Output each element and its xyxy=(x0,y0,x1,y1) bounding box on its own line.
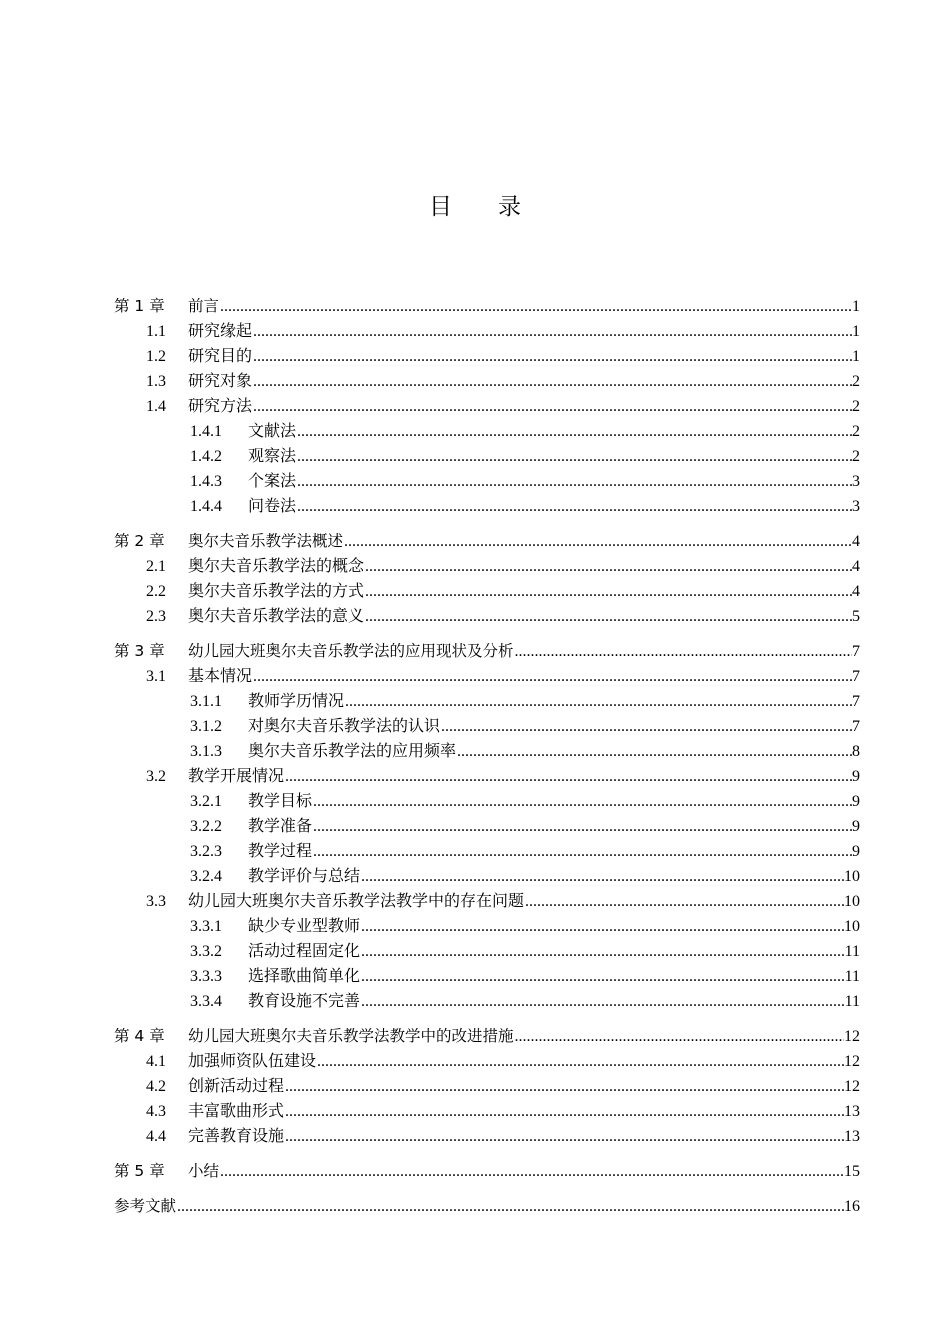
toc-dot-leader xyxy=(361,989,845,1014)
toc-page-number: 1 xyxy=(852,298,860,315)
toc-entry-line xyxy=(188,369,860,394)
toc-entry-title: 创新活动过程 xyxy=(188,1078,285,1095)
toc-entry-number: 3.2.2 xyxy=(190,818,222,835)
toc-entry-line xyxy=(188,639,860,664)
toc-dot-leader xyxy=(515,639,852,664)
toc-entry-title: 研究缘起 xyxy=(188,323,253,340)
toc-entry-number: 2.2 xyxy=(146,583,166,600)
toc-entry-number: 3.2.1 xyxy=(190,793,222,810)
toc-section-entry[interactable] xyxy=(114,1124,860,1149)
toc-page-number: 9 xyxy=(852,768,860,785)
toc-dot-leader xyxy=(285,1099,844,1124)
toc-entry-line xyxy=(188,889,860,914)
toc-subsection-entry[interactable] xyxy=(114,739,860,764)
toc-subsection-entry[interactable] xyxy=(114,689,860,714)
toc-page-number: 9 xyxy=(852,818,860,835)
toc-entry-title: 奥尔夫音乐教学法的意义 xyxy=(188,608,365,625)
toc-entry-title: 奥尔夫音乐教学法的概念 xyxy=(188,558,365,575)
toc-entry-line xyxy=(248,739,860,764)
toc-entry-number: 1.4.3 xyxy=(190,473,222,490)
toc-entry-line xyxy=(114,1194,860,1219)
toc-title xyxy=(0,188,950,221)
toc-subsection-entry[interactable] xyxy=(114,839,860,864)
toc-dot-leader xyxy=(361,964,845,989)
toc-dot-leader xyxy=(220,1159,844,1184)
toc-entry-number: 1.4.1 xyxy=(190,423,222,440)
toc-entry-line xyxy=(188,529,860,554)
toc-entry-line xyxy=(248,939,860,964)
toc-subsection-entry[interactable] xyxy=(114,964,860,989)
toc-page-number: 11 xyxy=(844,943,860,960)
toc-entry-number: 4.2 xyxy=(146,1078,166,1095)
toc-entry-number: 3.1.1 xyxy=(190,693,222,710)
toc-dot-leader xyxy=(297,494,852,519)
toc-subsection-entry[interactable] xyxy=(114,864,860,889)
toc-page-number: 3 xyxy=(852,473,860,490)
toc-section-entry[interactable] xyxy=(114,604,860,629)
toc-subsection-entry[interactable] xyxy=(114,814,860,839)
toc-entry-number: 第 1 章 xyxy=(114,297,165,315)
toc-page-number: 7 xyxy=(852,643,860,660)
toc-entry-number: 1.4 xyxy=(146,398,166,415)
toc-entry-title: 加强师资队伍建设 xyxy=(188,1053,317,1070)
toc-page-number: 4 xyxy=(852,583,860,600)
toc-entry-line xyxy=(188,294,860,319)
toc-entry-title: 幼儿园大班奥尔夫音乐教学法教学中的存在问题 xyxy=(188,893,525,910)
toc-entry-title: 选择歌曲简单化 xyxy=(248,968,361,985)
toc-subsection-entry[interactable] xyxy=(114,469,860,494)
toc-entry-line xyxy=(188,1049,860,1074)
toc-entry-number: 1.3 xyxy=(146,373,166,390)
toc-entry-title: 基本情况 xyxy=(188,668,253,685)
toc-dot-leader xyxy=(220,294,852,319)
toc-dot-leader xyxy=(361,864,844,889)
toc-page-number: 8 xyxy=(852,743,860,760)
toc-page-number: 10 xyxy=(844,893,860,910)
toc-page-number: 11 xyxy=(844,993,860,1010)
toc-dot-leader xyxy=(285,1124,844,1149)
toc-entry-line xyxy=(248,864,860,889)
toc-chapter-entry[interactable] xyxy=(114,294,860,319)
toc-entry-title: 奥尔夫音乐教学法的方式 xyxy=(188,583,365,600)
toc-entry-line xyxy=(248,444,860,469)
toc-chapter-entry[interactable] xyxy=(114,1024,860,1049)
toc-entry-line xyxy=(248,839,860,864)
toc-dot-leader xyxy=(253,394,852,419)
toc-entry-number: 第 2 章 xyxy=(114,532,165,550)
toc-entry-line xyxy=(188,394,860,419)
toc-entry-title: 缺少专业型教师 xyxy=(248,918,361,935)
toc-subsection-entry[interactable] xyxy=(114,444,860,469)
toc-entry-title: 教学开展情况 xyxy=(188,768,285,785)
toc-entry-title: 奥尔夫音乐教学法概述 xyxy=(188,532,344,550)
toc-entry-line xyxy=(188,1099,860,1124)
toc-entry-line xyxy=(248,689,860,714)
toc-page-number: 10 xyxy=(844,918,860,935)
toc-section-entry[interactable] xyxy=(114,664,860,689)
toc-page-number: 9 xyxy=(852,793,860,810)
toc-entry-line xyxy=(248,814,860,839)
toc-page-number: 10 xyxy=(844,868,860,885)
toc-section-entry[interactable] xyxy=(114,764,860,789)
toc-entry-number: 3.3.1 xyxy=(190,918,222,935)
toc-dot-leader xyxy=(253,664,852,689)
toc-section-entry[interactable] xyxy=(114,579,860,604)
toc-dot-leader xyxy=(313,789,852,814)
toc-dot-leader xyxy=(253,319,852,344)
toc-dot-leader xyxy=(441,714,852,739)
toc-entry-title: 教学目标 xyxy=(248,793,313,810)
toc-entry-title: 教学准备 xyxy=(248,818,313,835)
toc-entry-title: 参考文献 xyxy=(114,1197,177,1215)
toc-page-number: 2 xyxy=(852,423,860,440)
toc-section-entry[interactable] xyxy=(114,319,860,344)
toc-section-entry[interactable] xyxy=(114,1049,860,1074)
toc-dot-leader xyxy=(345,689,852,714)
toc-entry-title: 个案法 xyxy=(248,473,297,490)
toc-page-number: 9 xyxy=(852,843,860,860)
toc-dot-leader xyxy=(317,1049,844,1074)
toc-entry-line xyxy=(248,789,860,814)
toc-entry-number: 3.2.4 xyxy=(190,868,222,885)
toc-entry-title: 问卷法 xyxy=(248,498,297,515)
toc-entry-number: 3.1.2 xyxy=(190,718,222,735)
toc-entry-title: 对奥尔夫音乐教学法的认识 xyxy=(248,718,441,735)
toc-entry-number: 1.1 xyxy=(146,323,166,340)
toc-entry-title: 教学过程 xyxy=(248,843,313,860)
toc-subsection-entry[interactable] xyxy=(114,989,860,1014)
toc-entry-title: 幼儿园大班奥尔夫音乐教学法教学中的改进措施 xyxy=(188,1027,514,1045)
toc-dot-leader xyxy=(515,1024,844,1049)
toc-page-number: 16 xyxy=(844,1198,860,1215)
toc-section-entry[interactable] xyxy=(114,369,860,394)
toc-section-entry[interactable] xyxy=(114,1074,860,1099)
toc-page-number: 7 xyxy=(852,718,860,735)
toc-page-number: 13 xyxy=(844,1128,860,1145)
toc-dot-leader xyxy=(313,814,852,839)
toc-page-number: 2 xyxy=(852,373,860,390)
toc-subsection-entry[interactable] xyxy=(114,789,860,814)
toc-section-entry[interactable] xyxy=(114,889,860,914)
toc-entry-number: 3.1.3 xyxy=(190,743,222,760)
toc-dot-leader xyxy=(285,1074,844,1099)
toc-title-right: 录 xyxy=(498,194,521,219)
toc-entry-title: 教师学历情况 xyxy=(248,693,345,710)
toc-entry-line xyxy=(188,1024,860,1049)
toc-entry-line xyxy=(188,1074,860,1099)
toc-entry-line xyxy=(248,469,860,494)
toc-dot-leader xyxy=(365,604,852,629)
toc-dot-leader xyxy=(365,579,852,604)
toc-entry-title: 观察法 xyxy=(248,448,297,465)
toc-entry-title: 研究方法 xyxy=(188,398,253,415)
toc-entry-title: 前言 xyxy=(188,297,220,315)
toc-entry-title: 幼儿园大班奥尔夫音乐教学法的应用现状及分析 xyxy=(188,642,514,660)
toc-section-entry[interactable] xyxy=(114,554,860,579)
toc-entry-line xyxy=(248,714,860,739)
toc-entry-title: 小结 xyxy=(188,1162,220,1180)
toc-entry-number: 1.2 xyxy=(146,348,166,365)
toc-chapter-entry[interactable] xyxy=(114,1194,860,1219)
toc-entry-line xyxy=(188,604,860,629)
toc-subsection-entry[interactable] xyxy=(114,714,860,739)
toc-entry-number: 第 3 章 xyxy=(114,642,165,660)
toc-entry-number: 第 4 章 xyxy=(114,1027,165,1045)
toc-entry-line xyxy=(248,989,860,1014)
toc-entry-line xyxy=(188,319,860,344)
toc-title-left: 目 xyxy=(429,194,452,219)
toc-entry-number: 2.1 xyxy=(146,558,166,575)
toc-page-number: 2 xyxy=(852,398,860,415)
toc-entry-number: 3.3.4 xyxy=(190,993,222,1010)
toc-page-number: 1 xyxy=(852,323,860,340)
toc-page-number: 11 xyxy=(844,968,860,985)
toc-dot-leader xyxy=(297,469,852,494)
toc-entry-title: 研究目的 xyxy=(188,348,253,365)
toc-page-number: 15 xyxy=(844,1163,860,1180)
toc-entry-line xyxy=(188,1124,860,1149)
toc-dot-leader xyxy=(313,839,852,864)
toc-dot-leader xyxy=(285,764,852,789)
toc-entry-line xyxy=(188,764,860,789)
toc-dot-leader xyxy=(253,344,852,369)
toc-dot-leader xyxy=(297,444,852,469)
toc-entry-number: 1.4.4 xyxy=(190,498,222,515)
toc-entry-number: 3.1 xyxy=(146,668,166,685)
toc-subsection-entry[interactable] xyxy=(114,494,860,519)
toc-page-number: 7 xyxy=(852,693,860,710)
toc-entry-title: 研究对象 xyxy=(188,373,253,390)
toc-entry-line xyxy=(248,964,860,989)
toc-subsection-entry[interactable] xyxy=(114,419,860,444)
toc-entry-line xyxy=(188,344,860,369)
toc-entry-number: 3.3 xyxy=(146,893,166,910)
toc-entry-number: 4.3 xyxy=(146,1103,166,1120)
toc-dot-leader xyxy=(361,914,844,939)
toc-dot-leader xyxy=(253,369,852,394)
toc-page-number: 7 xyxy=(852,668,860,685)
toc-page-number: 13 xyxy=(844,1103,860,1120)
toc-entry-line xyxy=(248,419,860,444)
toc-section-entry[interactable] xyxy=(114,394,860,419)
toc-entry-title: 教育设施不完善 xyxy=(248,993,361,1010)
toc-entry-title: 活动过程固定化 xyxy=(248,943,361,960)
toc-page-number: 3 xyxy=(852,498,860,515)
toc-entry-number: 3.2 xyxy=(146,768,166,785)
toc-entry-title: 完善教育设施 xyxy=(188,1128,285,1145)
toc-entry-number: 1.4.2 xyxy=(190,448,222,465)
toc-page-number: 12 xyxy=(844,1028,860,1045)
toc-entry-title: 奥尔夫音乐教学法的应用频率 xyxy=(248,743,457,760)
toc-entry-number: 2.3 xyxy=(146,608,166,625)
toc-dot-leader xyxy=(457,739,852,764)
toc-page-number: 1 xyxy=(852,348,860,365)
toc-entry-line xyxy=(248,494,860,519)
toc-page-number: 5 xyxy=(852,608,860,625)
toc-entry-number: 第 5 章 xyxy=(114,1162,165,1180)
toc-chapter-entry[interactable] xyxy=(114,1159,860,1184)
toc-dot-leader xyxy=(365,554,852,579)
toc-entry-number: 4.4 xyxy=(146,1128,166,1145)
toc-entry-number: 3.3.3 xyxy=(190,968,222,985)
toc-dot-leader xyxy=(361,939,845,964)
toc-entry-line xyxy=(188,664,860,689)
toc-entry-number: 4.1 xyxy=(146,1053,166,1070)
toc-dot-leader xyxy=(525,889,844,914)
toc-page-number: 2 xyxy=(852,448,860,465)
toc-dot-leader xyxy=(177,1194,844,1219)
toc-chapter-entry[interactable] xyxy=(114,639,860,664)
toc-dot-leader xyxy=(297,419,852,444)
toc-dot-leader xyxy=(344,529,852,554)
toc-section-entry[interactable] xyxy=(114,344,860,369)
toc-entry-line xyxy=(248,914,860,939)
toc-chapter-entry[interactable] xyxy=(114,529,860,554)
toc-entry-number: 3.3.2 xyxy=(190,943,222,960)
toc-entry-line xyxy=(188,1159,860,1184)
toc-entry-title: 丰富歌曲形式 xyxy=(188,1103,285,1120)
toc-page-number: 4 xyxy=(852,558,860,575)
table-of-contents xyxy=(114,294,860,1219)
toc-entry-line xyxy=(188,579,860,604)
toc-page-number: 12 xyxy=(844,1078,860,1095)
toc-section-entry[interactable] xyxy=(114,1099,860,1124)
toc-entry-line xyxy=(188,554,860,579)
toc-entry-title: 文献法 xyxy=(248,423,297,440)
toc-page-number: 4 xyxy=(852,533,860,550)
toc-subsection-entry[interactable] xyxy=(114,914,860,939)
toc-entry-number: 3.2.3 xyxy=(190,843,222,860)
toc-entry-title: 教学评价与总结 xyxy=(248,868,361,885)
toc-subsection-entry[interactable] xyxy=(114,939,860,964)
toc-page-number: 12 xyxy=(844,1053,860,1070)
